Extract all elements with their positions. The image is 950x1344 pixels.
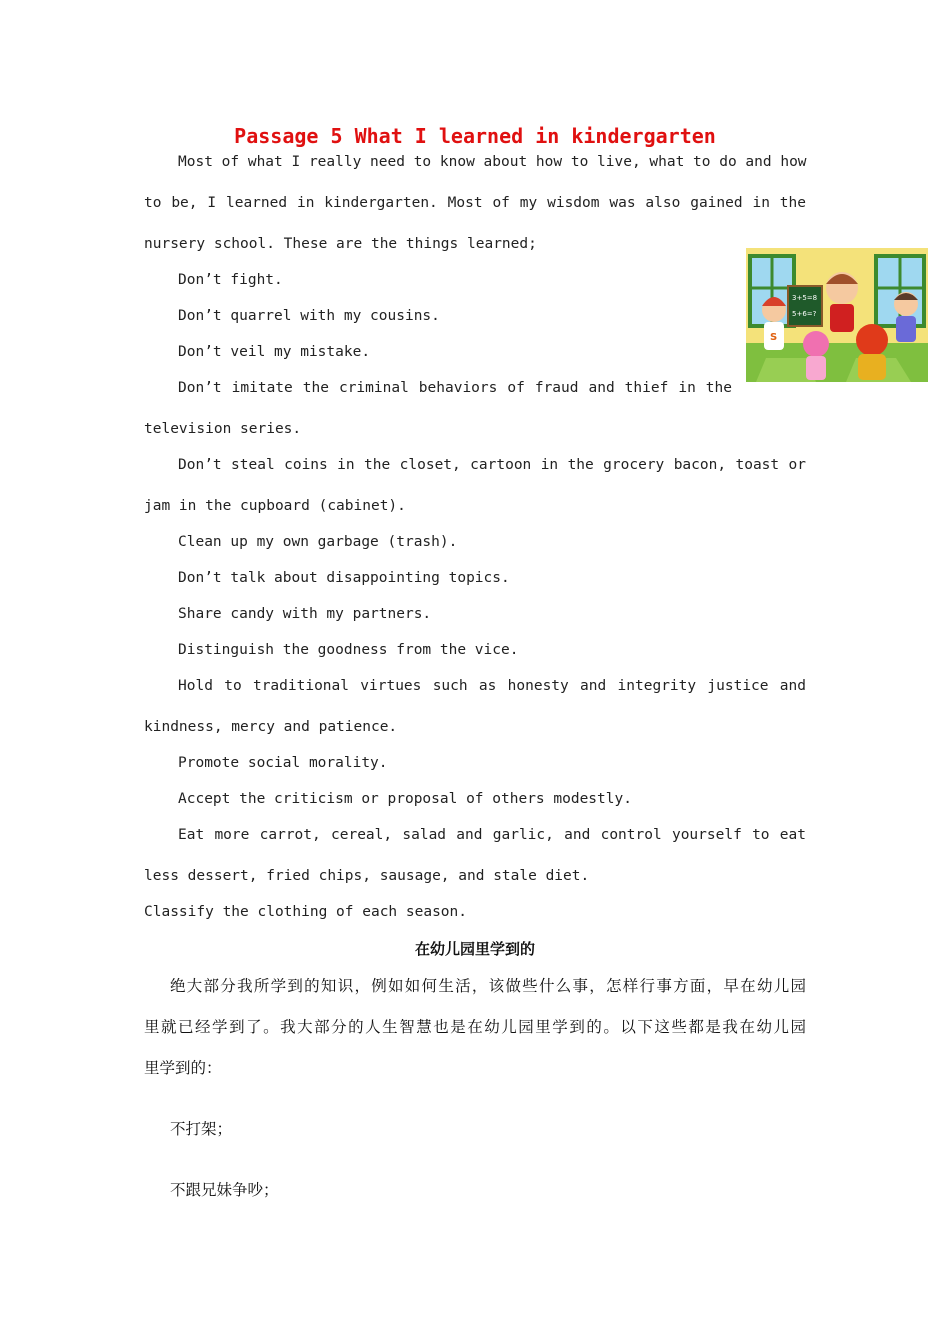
chinese-title: 在幼儿园里学到的 — [414, 940, 535, 958]
rule-imitate-line-2: television series. — [144, 421, 302, 437]
rule-steal-line-1: Don’t steal coins in the closet, cartoon in the grocery bacon, toast or — [178, 457, 806, 473]
rule-promote: Promote social morality. — [178, 755, 388, 771]
chinese-item-2: 不跟兄妹争吵； — [170, 1181, 279, 1199]
rule-veil: Don’t veil my mistake. — [178, 344, 371, 360]
rule-steal-line-2: jam in the cupboard (cabinet). — [144, 498, 406, 514]
intro-line-3: nursery school. These are the things learned; — [144, 236, 537, 252]
rule-hold-line-2: kindness, mercy and patience. — [144, 719, 398, 735]
rule-clean: Clean up my own garbage (trash). — [178, 534, 458, 550]
rule-talk: Don’t talk about disappointing topics. — [178, 570, 510, 586]
rule-imitate-line-1: Don’t imitate the criminal behaviors of fraud and thief in the — [178, 380, 732, 396]
rule-eat-line-1: Eat more carrot, cereal, salad and garlic, and control yourself to eat — [178, 827, 806, 843]
passage-title: Passage 5 What I learned in kindergarten — [234, 124, 716, 148]
chinese-para-line-1: 绝大部分我所学到的知识，例如如何生活，该做些什么事，怎样行事方面，早在幼儿园 — [170, 977, 806, 995]
rule-share: Share candy with my partners. — [178, 606, 432, 622]
kindergarten-illustration — [746, 248, 928, 382]
rule-eat-line-2: less dessert, fried chips, sausage, and stale diet. — [144, 868, 590, 884]
board-text-1: 3+5=8 — [792, 294, 818, 302]
rule-accept: Accept the criticism or proposal of others modestly. — [178, 791, 632, 807]
rule-hold-line-1: Hold to traditional virtues such as honesty and integrity justice and — [178, 678, 806, 694]
shirt-letter: S — [770, 332, 778, 343]
board-text-2: 5+6=? — [792, 310, 817, 318]
rule-fight: Don’t fight. — [178, 272, 283, 288]
intro-line-2: to be, I learned in kindergarten. Most of my wisdom was also gained in the — [144, 195, 806, 211]
intro-line-1: Most of what I really need to know about how to live, what to do and how — [178, 154, 807, 170]
chinese-para-line-2: 里就已经学到了。我大部分的人生智慧也是在幼儿园里学到的。以下这些都是我在幼儿园 — [144, 1018, 806, 1036]
rule-quarrel: Don’t quarrel with my cousins. — [178, 308, 440, 324]
chinese-para-line-3: 里学到的： — [144, 1059, 222, 1077]
rule-classify: Classify the clothing of each season. — [144, 904, 468, 920]
chinese-item-1: 不打架； — [170, 1120, 233, 1138]
rule-distinguish: Distinguish the goodness from the vice. — [178, 642, 519, 658]
